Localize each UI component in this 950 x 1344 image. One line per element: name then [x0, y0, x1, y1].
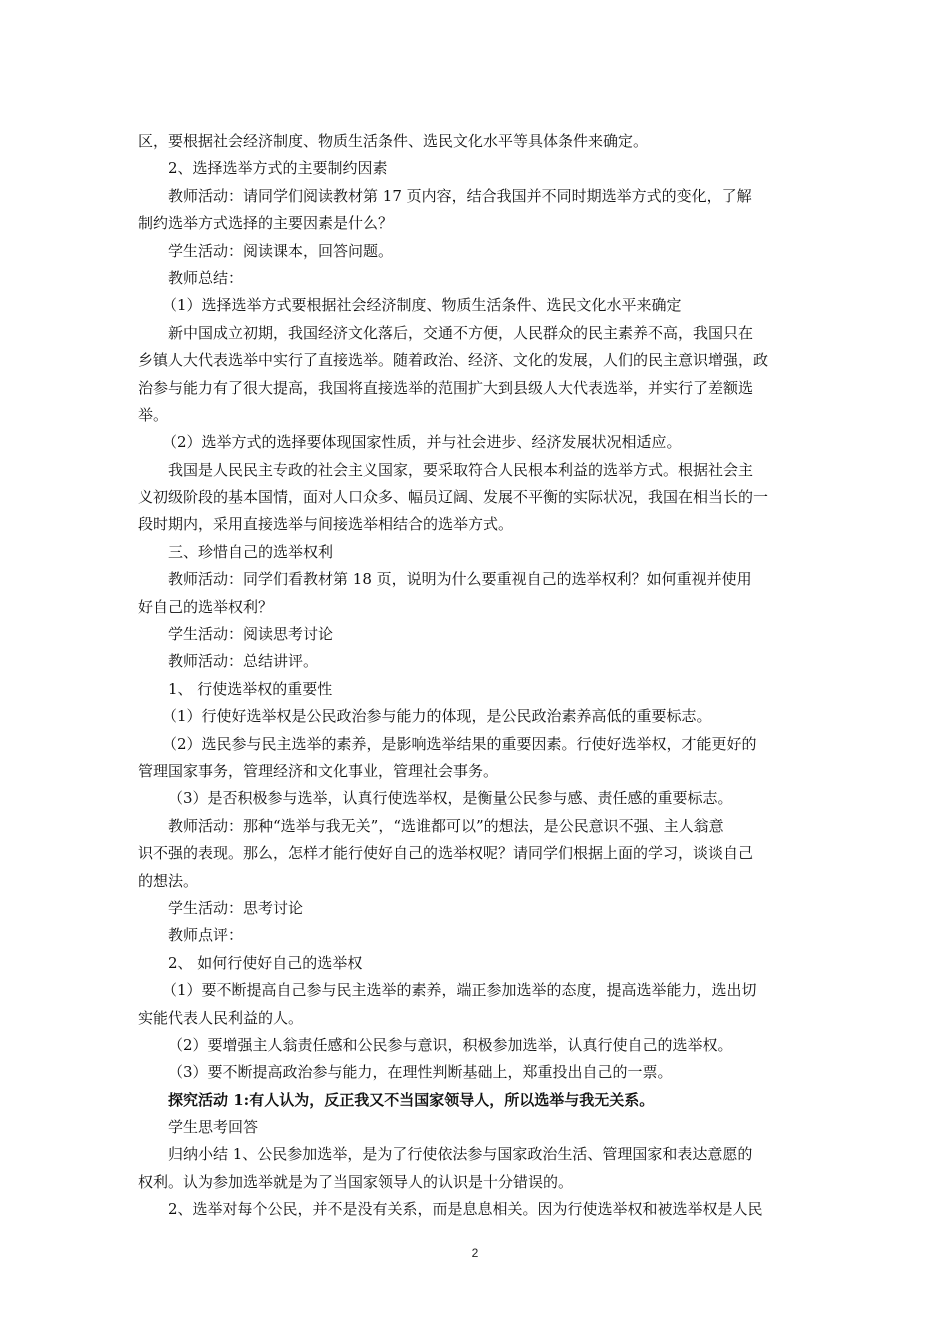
text-line: 教师总结：: [168, 268, 244, 287]
section-heading: 1、 行使选举权的重要性: [168, 679, 333, 698]
text-line: 实能代表人民利益的人。: [138, 1008, 304, 1027]
text-line: 治参与能力有了很大提高，我国将直接选举的范围扩大到县级人大代表选举，并实行了差额选: [138, 378, 754, 397]
text-line: 学生活动：思考讨论: [168, 898, 304, 917]
text-line: 识不强的表现。那么，怎样才能行使好自己的选举权呢？请同学们根据上面的学习，谈谈自己: [138, 844, 754, 863]
section-heading: 2、选择选举方式的主要制约因素: [168, 159, 388, 178]
section-heading: 2、 如何行使好自己的选举权: [168, 953, 363, 972]
text-line: 教师活动：总结讲评。: [168, 652, 319, 671]
text-line: （1）选择选举方式要根据社会经济制度、物质生活条件、选民文化水平来确定: [162, 296, 682, 315]
text-line: 教师活动：请同学们阅读教材第 17 页内容，结合我国并不同时期选举方式的变化，了解: [168, 186, 752, 205]
section-heading: 三、珍惜自己的选举权利: [168, 542, 334, 561]
text-line: 制约选举方式选择的主要因素是什么？: [138, 214, 394, 233]
text-line: （2）选举方式的选择要体现国家性质，并与社会进步、经济发展状况相适应。: [162, 433, 682, 452]
text-line: （2）选民参与民主选举的素养，是影响选举结果的重要因素。行使好选举权，才能更好的: [162, 734, 757, 753]
text-line: 教师活动：那种“选举与我无关”，“选谁都可以”的想法，是公民意识不强、主人翁意: [168, 816, 724, 835]
text-line: 权利。认为参加选举就是为了当国家领导人的认识是十分错误的。: [138, 1172, 574, 1191]
text-line: （3）是否积极参与选举，认真行使选举权，是衡量公民参与感、责任感的重要标志。: [168, 789, 733, 808]
document-body: [138, 128, 816, 1224]
text-line: 归纳小结 1、公民参加选举，是为了行使依法参与国家政治生活、管理国家和表达意愿的: [168, 1145, 753, 1164]
text-line: 的想法。: [138, 871, 199, 890]
text-line: 我国是人民民主专政的社会主义国家，要采取符合人民根本利益的选举方式。根据社会主: [168, 460, 754, 479]
text-line: 好自己的选举权利？: [138, 597, 274, 616]
text-line: 举。: [138, 405, 169, 424]
text-line: 学生思考回答: [168, 1118, 259, 1137]
text-line: 乡镇人大代表选举中实行了直接选举。随着政治、经济、文化的发展，人们的民主意识增强，政: [138, 351, 769, 370]
text-line: 教师点评：: [168, 926, 244, 945]
text-line: 2、选举对每个公民，并不是没有关系，而是息息相关。因为行使选举权和被选举权是人民: [168, 1200, 763, 1219]
text-line: （2）要增强主人翁责任感和公民参与意识，积极参加选举，认真行使自己的选举权。: [168, 1035, 733, 1054]
text-line: 段时期内，采用直接选举与间接选举相结合的选举方式。: [138, 515, 514, 534]
text-line: 管理国家事务，管理经济和文化事业，管理社会事务。: [138, 761, 499, 780]
text-line: 区，要根据社会经济制度、物质生活条件、选民文化水平等具体条件来确定。: [138, 132, 649, 150]
page-number: 2: [471, 1246, 479, 1260]
activity-heading: 探究活动 1:有人认为，反正我又不当国家领导人，所以选举与我无关系。: [168, 1090, 655, 1109]
text-line: 学生活动：阅读课本，回答问题。: [168, 241, 394, 260]
text-line: （3）要不断提高政治参与能力，在理性判断基础上，郑重投出自己的一票。: [168, 1063, 673, 1082]
text-line: 新中国成立初期，我国经济文化落后，交通不方便，人民群众的民主素养不高，我国只在: [168, 323, 754, 342]
text-line: 义初级阶段的基本国情，面对人口众多、幅员辽阔、发展不平衡的实际状况，我国在相当长的一: [138, 488, 769, 507]
text-line: （1）要不断提高自己参与民主选举的素养，端正参加选举的态度，提高选举能力，选出切: [162, 981, 757, 1000]
text-line: 教师活动：同学们看教材第 18 页，说明为什么要重视自己的选举权利？如何重视并使用: [168, 570, 752, 589]
text-line: （1）行使好选举权是公民政治参与能力的体现，是公民政治素养高低的重要标志。: [162, 707, 712, 726]
text-line: 学生活动：阅读思考讨论: [168, 625, 334, 644]
